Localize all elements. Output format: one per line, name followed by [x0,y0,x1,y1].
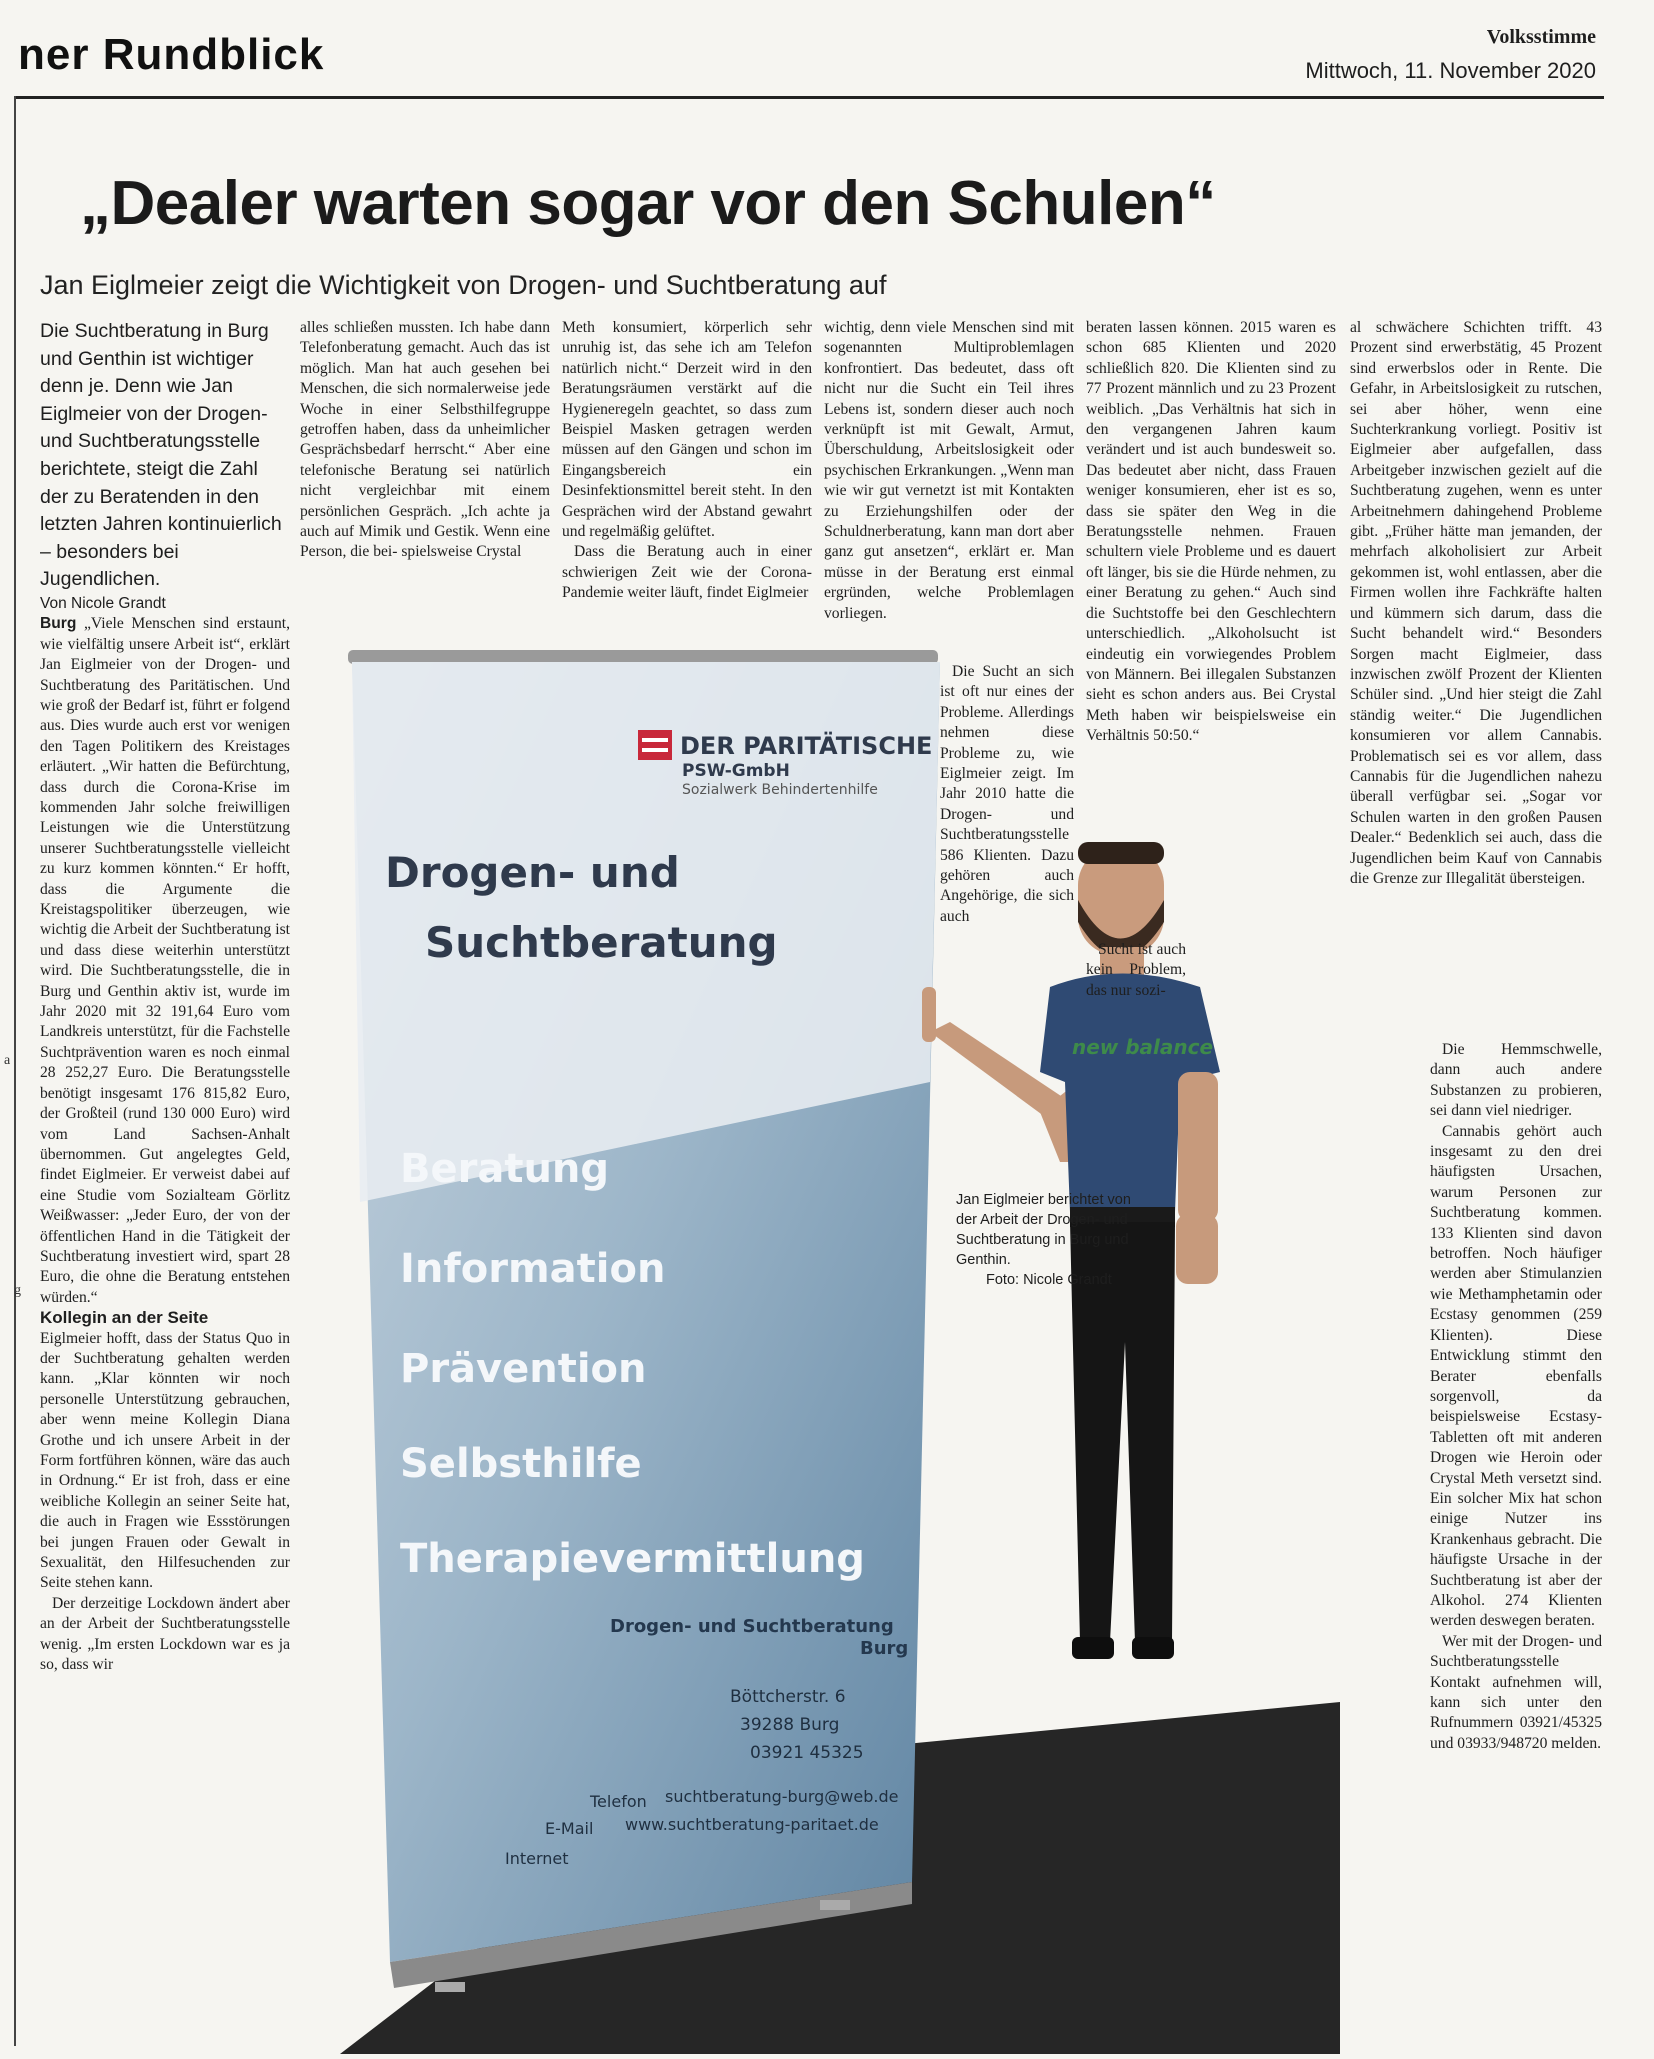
logo-stripe [642,738,668,742]
banner-item: Therapievermittlung [400,1536,865,1582]
paragraph: Der derzeitige Lockdown ändert aber an der Arbeit der Suchtberatungsstelle wenig. „Im ersten Lockdown war es ja so, dass wir [40,1594,290,1674]
byline: Von Nicole Grandt [40,594,166,612]
banner-item: Beratung [400,1146,610,1192]
article-photo [300,642,1340,2054]
article-column-3 [562,318,812,604]
article-column-6-continued [1430,1040,1602,1754]
left-border-line [14,96,16,2046]
margin-mark: a [4,1053,11,1068]
banner-top-bar [348,650,938,664]
section-subhead: Kollegin an der Seite [40,1308,209,1328]
article-column-5-continued [1086,940,1186,1001]
banner-org-sub1: PSW-GmbH [682,761,790,781]
man-hair [1078,842,1164,864]
article-column-2 [300,318,550,563]
banner-title-1: Drogen- und [385,848,680,897]
paragraph: Meth konsumiert, körperlich sehr unruhig ist, das sehe ich am Telefon natürlich nicht.“ Derzeit wird in den Beratungsräumen verstärkt auf die Hygieneregeln geachtet, so dass zum Beispiel Masken getragen werden müssen auf den Gängen und schon im Eingangsbereich ein Desinfektionsmittel bereit steht. In den Gesprächen wird der Abstand gewahrt und regelmäßig gelüftet. [562,319,812,541]
paragraph: alles schließen mussten. Ich habe dann Telefonberatung gemacht. Auch das ist möglich. Man hat auch gesehen bei Menschen, die sich normalerweise jede Woche in einer Selbsthilfegruppe getroffen haben, dass da unheimlicher Gesprächsbedarf herrscht.“ Aber eine telefonische Beratung sei natürlich nicht vergleichbar mit einem persönlichen Gespräch. „Ich achte ja auch auf Mimik und Gestik. Wenn eine Person, die bei- spielsweise Crystal [300,319,550,561]
banner-org-sub2: Sozialwerk Behindertenhilfe [682,782,878,798]
paragraph: al schwächere Schichten trifft. 43 Prozent sind erwerbstätig, 45 Prozent sind erwerbslos oder in Rente. Die Gefahr, in Arbeitslosigkeit zu rutschen, sei aber höher, wenn eine Suchterkrankung vorliegt. Positiv ist Eiglmeier aber aufgefallen, dass Arbeitgeber inzwischen gezielt auf die Suchtberatung zugehen, wenn es unter Arbeitnehmern dahingehend Probleme gibt. „Früher hätte man jemanden, der mehrfach alkoholisiert zur Arbeit gekommen ist, wohl entlassen, aber die Firmen wollen ihre Fachkräfte halten und kümmern sich darum, dass die Sucht behandelt wird.“ Besonders Sorgen macht Eiglmeier, dass inzwischen zwölf Prozent der Klienten Schüler sind. „Und hier steigt die Zahl ständig weiter.“ Die Jugendlichen konsumieren vor allem Cannabis. Problematisch sei es vor allem, dass Cannabis für die Jugendlichen nahezu überall verfügbar sei. „Sogar vor Schulen warten in den großen Pausen Dealer.“ Bedenklich sei auch, dass die Jugendlichen beim Kauf von Cannabis die Grenze zur Illegalität übersteigen. [1350,319,1602,887]
banner-footer-title: Drogen- und Suchtberatung [610,1616,894,1637]
paragraph [40,614,290,1308]
photo-credit: Foto: Nicole Grandt [986,1272,1112,1288]
section-title: ner Rundblick [18,30,325,79]
man-right-forearm [1176,1214,1218,1284]
newspaper-name: Volksstimme [1486,26,1596,48]
paragraph: Die Sucht an sich ist oft nur eines der Probleme. Allerdings nehmen diese Probleme zu, wie Eiglmeier zeigt. Im Jahr 2010 hatte die Drogen- und Suchtberatungsstelle 586 Klienten. Dazu gehören auch Angehörige, die sich auch [940,663,1074,925]
article-column-5 [1086,318,1336,747]
banner-item: Prävention [400,1346,647,1392]
article-column-6 [1350,318,1602,889]
subheadline: Jan Eiglmeier zeigt die Wichtigkeit von Drogen- und Suchtberatung auf [40,270,887,300]
paragraph: Wer mit der Drogen- und Suchtberatungsstelle Kontakt aufnehmen will, kann sich unter den Rufnummern 03921/45325 und 03933/948720 melden. [1430,1632,1602,1752]
dateline-location: Burg [40,615,77,633]
paragraph: Eiglmeier hofft, dass der Status Quo in der Suchtberatung gehalten werden kann. „Klar könnten wir noch personelle Unterstützung gebrauchen, aber wenn meine Kollegin Diana Grothe und ich unsere Arbeit in der Form fortführen können, wäre das auch in Ordnung.“ Er ist froh, dass er eine weibliche Kollegin an seiner Seite hat, die auch in Fragen wie Essstörungen bei jungen Frauen oder Gewalt in Sexualität, den Hilfesuchenden zur Seite stehen kann. [40,1329,290,1592]
banner-label-email: E-Mail [545,1819,594,1838]
photo-illustration [300,642,1340,2054]
banner-item: Selbsthilfe [400,1441,642,1487]
photo-caption [956,1190,1136,1290]
banner-street: Böttcherstr. 6 [730,1687,846,1707]
banner-email: suchtberatung-burg@web.de [665,1787,899,1806]
logo-stripe [642,748,668,752]
banner-footer-city: Burg [860,1638,909,1659]
banner-city: 39288 Burg [740,1715,840,1735]
article-column-4-continued [940,662,1074,927]
article-column-4 [824,318,1074,624]
article-lead: Die Suchtberatung in Burg und Genthin ist wichtiger denn je. Denn wie Jan Eiglmeier von der Drogen- und Suchtberatungsstelle berichtete, steigt die Zahl der zu Beratenden in den letzten Jahren kontinuierlich – besonders bei Jugendlichen. [40,320,282,591]
banner-item: Information [400,1246,666,1292]
banner-web: www.suchtberatung-paritaet.de [625,1815,879,1834]
article-column-1 [40,318,290,1675]
banner-label-phone: Telefon [590,1792,647,1811]
paragraph: Die Hemmschwelle, dann auch andere Substanzen zu probieren, sei dann viel niedriger. [1430,1041,1602,1120]
man-right-arm [1178,1072,1218,1222]
paragraph: Sucht ist auch kein Problem, das nur sozi- [1086,941,1186,999]
headline: „Dealer warten sogar vor den Schulen“ [80,169,1216,238]
shirt-logo-text: new balance [1072,1035,1214,1059]
rollup-banner [348,650,940,1992]
paragraph-text: „Viele Menschen sind erstaunt, wie vielfältig unsere Arbeit ist“, erklärt Jan Eiglmeier von der Drogen- und Suchtberatung des Paritätischen. Und wie groß der Bedarf ist, führt er folgend aus. Dies wurde auch erst vor wenigen den Tagen Politikern des Kreistages erläutert. „Wir hatten die Befürchtung, dass durch die Corona-Krise im kommenden Jahr solche freiwilligen Leistungen wie die Unterstützung unserer Suchtberatungsstelle vielleicht zu kurz kommen könnten.“ Er hofft, dass die Argumente die Kreistagspolitiker überzeugen, wie wichtig die Arbeit der Suchtberatung ist und dass diese weiterhin unterstützt wird. Die Suchtberatungsstelle, die in Burg und Genthin aktiv ist, wurde im Jahr 2020 mit 32 191,64 Euro vom Landkreis unterstützt, für die Fachstelle Suchtprävention waren es noch einmal 28 252,27 Euro. Die Beratungsstelle benötigt insgesamt 176 815,82 Euro, der Großteil (rund 130 000 Euro) wird vom Land Sachsen-Anhalt übernommen. Gut angelegtes Geld, findet Eiglmeier. Er verweist dabei auf eine Studie vom Sozialteam Görlitz Weißwasser: „Jeder Euro, der von der öffentlichen Hand in die Tätigkeit der Suchtberatung investiert wird, spart 28 Euro, die ohne die Beratung entstehen würden.“ [40,615,290,1306]
paragraph: wichtig, denn viele Menschen sind mit sogenannten Multiproblemlagen konfrontiert. Das bedeutet, dass oft nicht nur die Sucht ein Teil ihres Lebens ist, sondern dieser auch noch verknüpft ist mit Gewalt, Armut, Überschuldung, Arbeitslosigkeit oder psychischen Erkrankungen. „Wenn man wie wir gut vernetzt ist mit Kontakten zu Erziehungshilfen oder der Schuldnerberatung, kann man dort aber ganz gut ansetzen“, erklärt er. Man müsse in der Beratung erst einmal ergründen, welche Problemlagen vorliegen. [824,319,1074,622]
paritaetische-logo-icon [638,730,672,760]
margin-mark: g [14,1283,21,1298]
banner-phone: 03921 45325 [750,1743,864,1763]
paragraph: beraten lassen können. 2015 waren es schon 685 Klienten und 2020 schließlich 820. Die Klienten sind zu 77 Prozent männlich und zu 23 Prozent weiblich. „Das Verhältnis hat sich in den vergangenen Jahren kaum verändert und ist auch bundesweit so. Das bedeutet aber nicht, dass Frauen weniger konsumieren, eher ist es so, dass sie später den Weg in die Beratungsstelle nehmen. Frauen schultern viele Probleme und es dauert oft länger, bis sie die Hürde nehmen, zu einer Beratung zu gehen.“ Auch sind die Suchtstoffe bei den Geschlechtern unterschiedlich. „Alkoholsucht ist eindeutig ein vorwiegendes Problem von Männern. Bei illegalen Substanzen sieht es schon anders aus. Bei Crystal Meth haben wir beispielsweise ein Verhältnis 50:50.“ [1086,319,1336,745]
banner-label-web: Internet [505,1849,569,1868]
issue-date: Mittwoch, 11. November 2020 [1305,58,1596,83]
man-shoe [1072,1637,1114,1659]
banner-org-name: DER PARITÄTISCHE [680,732,933,760]
paragraph: Cannabis gehört auch insgesamt zu den drei häufigsten Ursachen, warum Personen zur Suchtberatung kommen. 133 Klienten sind davon betroffen. Noch häufiger werden aber Stimulanzien wie Methamphetamin oder Ecstasy genommen (259 Klienten). Diese Entwicklung stimmt den Berater ebenfalls sorgenvoll, da beispielsweise Ecstasy-Tabletten oft mit anderen Drogen wie Heroin oder Crystal Meth versetzt sind. Ein solcher Mix hat schon einige Nutzer ins Krankenhaus gebracht. Die häufigste Ursache in der Suchtberatung ist aber der Alkohol. 274 Klienten werden deswegen beraten. [1430,1122,1602,1630]
banner-foot [820,1900,850,1910]
banner-foot [435,1982,465,1992]
paragraph: Dass die Beratung auch in einer schwierigen Zeit wie der Corona-Pandemie weiter läuft, findet Eiglmeier [562,543,812,602]
man-shoe [1132,1637,1174,1659]
banner-title-2: Suchtberatung [425,918,778,967]
header-rule [14,96,1604,99]
caption-text: Jan Eiglmeier berichtet von der Arbeit der Drogen- und Suchtberatung in Burg und Genthin. [956,1192,1131,1268]
